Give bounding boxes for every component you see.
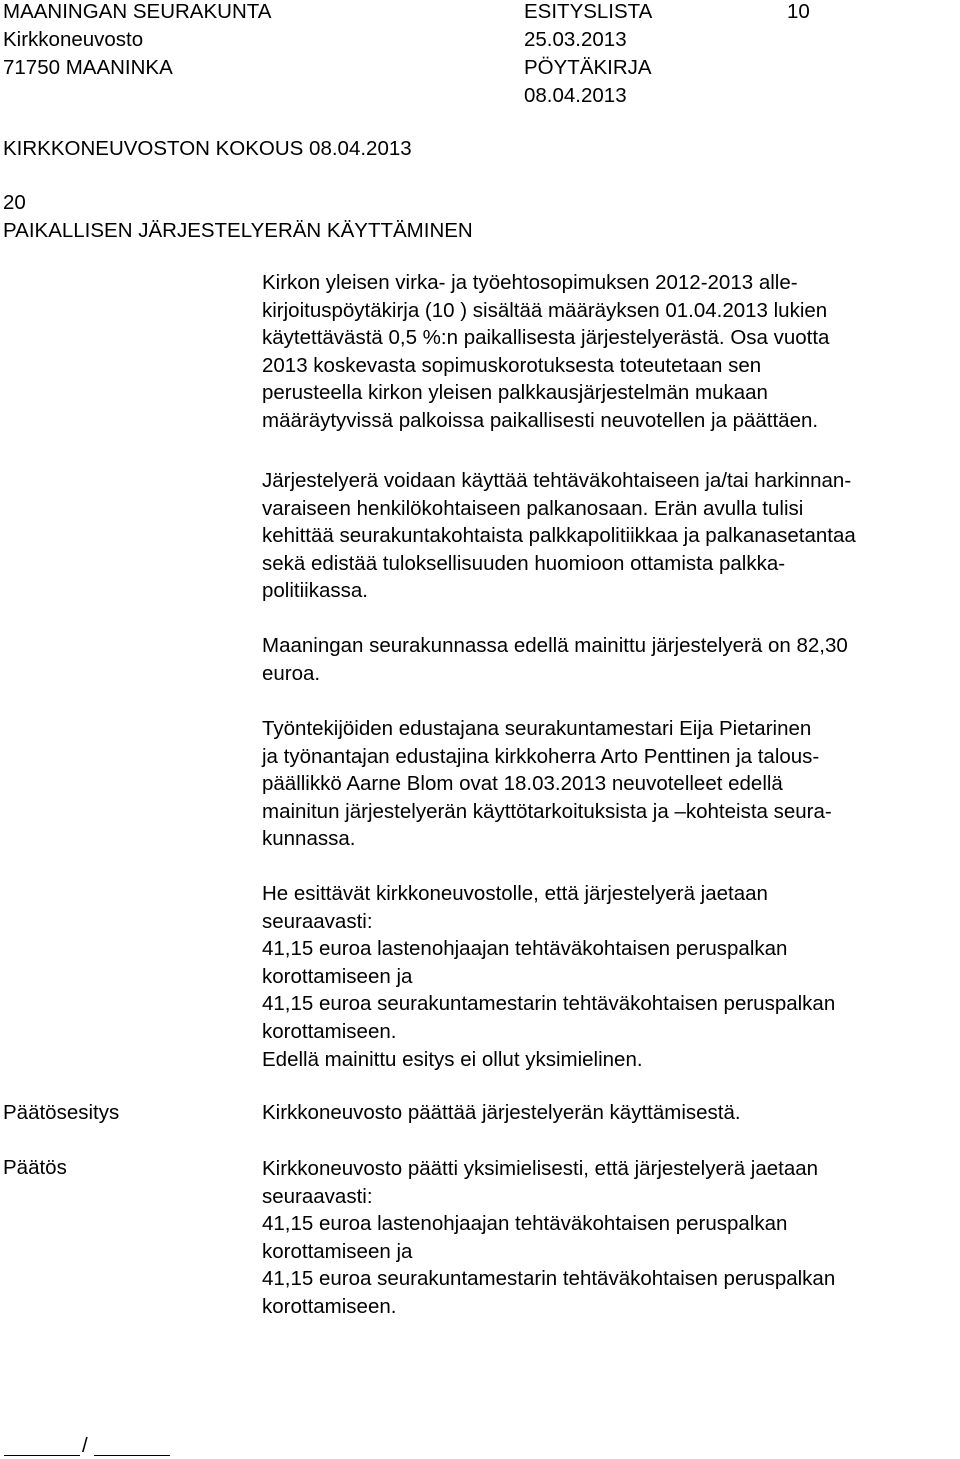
paragraph-3: [262, 632, 960, 687]
meeting-title: KIRKKONEUVOSTON KOKOUS 08.04.2013: [3, 137, 412, 160]
paragraph-line: kunnassa.: [262, 827, 356, 851]
paragraph-line: 41,15 euroa lastenohjaajan tehtäväkohtaisen peruspalkan: [262, 937, 788, 961]
header-body: Kirkkoneuvosto: [3, 28, 144, 51]
paragraph-line: kehittää seurakuntakohtaista palkkapolitiikkaa ja palkanasetantaa: [262, 524, 856, 548]
item-title: PAIKALLISEN JÄRJESTELYERÄN KÄYTTÄMINEN: [3, 219, 473, 242]
paragraph-line: Edellä mainittu esitys ei ollut yksimielinen.: [262, 1047, 643, 1071]
decision-line: seuraavasti:: [262, 1184, 373, 1208]
header-date-2: 08.04.2013: [524, 84, 627, 107]
decision-line: 41,15 euroa lastenohjaajan tehtäväkohtaisen peruspalkan: [262, 1212, 788, 1236]
paragraph-4: [262, 715, 960, 853]
paragraph-line: perusteella kirkon yleisen palkkausjärjestelmän mukaan: [262, 381, 768, 405]
header-date-1: 25.03.2013: [524, 28, 627, 51]
paragraph-line: mainitun järjestelyerän käyttötarkoituksista ja –kohteista seura-: [262, 799, 832, 823]
header-org: MAANINGAN SEURAKUNTA: [3, 0, 272, 23]
decision-line: 41,15 euroa seurakuntamestarin tehtäväkohtaisen peruspalkan: [262, 1267, 836, 1291]
signature-line-right: [94, 1455, 170, 1456]
paragraph-line: He esittävät kirkkoneuvostolle, että järjestelyerä jaetaan: [262, 882, 768, 905]
paragraph-line: 41,15 euroa seurakuntamestarin tehtäväkohtaisen peruspalkan: [262, 992, 836, 1016]
proposal-label: Päätösesitys: [3, 1101, 120, 1124]
decision-line: korottamiseen.: [262, 1294, 397, 1318]
header-doc-type: ESITYSLISTA: [524, 0, 653, 23]
page-number: 10: [787, 0, 810, 23]
decision-label: Päätös: [3, 1156, 67, 1179]
paragraph-2: [262, 467, 960, 605]
paragraph-line: kirjoituspöytäkirja (10 ) sisältää määräyksen 01.04.2013 lukien: [262, 298, 828, 322]
proposal-text: Kirkkoneuvosto päättää järjestelyerän käyttämisestä.: [262, 1101, 741, 1124]
header-doc-type-2: PÖYTÄKIRJA: [524, 56, 652, 79]
paragraph-line: euroa.: [262, 661, 321, 685]
paragraph-line: korottamiseen ja: [262, 964, 413, 988]
paragraph-line: Maaningan seurakunnassa edellä mainittu järjestelyerä on 82,30: [262, 634, 848, 657]
paragraph-line: ja työnantajan edustajina kirkkoherra Arto Penttinen ja talous-: [262, 744, 820, 768]
paragraph-line: seuraavasti:: [262, 909, 373, 933]
paragraph-line: Työntekijöiden edustajana seurakuntamestari Eija Pietarinen: [262, 717, 812, 740]
paragraph-5: [262, 880, 960, 1073]
paragraph-line: politiikassa.: [262, 579, 368, 603]
decision-line: korottamiseen ja: [262, 1239, 413, 1263]
signature-line-left: [4, 1455, 80, 1456]
paragraph-line: käytettävästä 0,5 %:n paikallisesta järjestelyerästä. Osa vuotta: [262, 326, 830, 350]
paragraph-line: päällikkö Aarne Blom ovat 18.03.2013 neuvotelleet edellä: [262, 772, 783, 796]
paragraph-line: 2013 koskevasta sopimuskorotuksesta toteutetaan sen: [262, 353, 762, 377]
paragraph-line: sekä edistää tuloksellisuuden huomioon ottamista palkka-: [262, 551, 786, 575]
header-address: 71750 MAANINKA: [3, 56, 173, 79]
signature-separator: /: [82, 1434, 88, 1457]
decision-line: Kirkkoneuvosto päätti yksimielisesti, että järjestelyerä jaetaan: [262, 1157, 819, 1180]
item-number: 20: [3, 191, 26, 214]
paragraph-line: Järjestelyerä voidaan käyttää tehtäväkohtaiseen ja/tai harkinnan-: [262, 469, 852, 492]
paragraph-line: varaiseen henkilökohtaiseen palkanosaan. Erän avulla tulisi: [262, 496, 804, 520]
paragraph-line: Kirkon yleisen virka- ja työehtosopimuksen 2012-2013 alle-: [262, 271, 798, 294]
paragraph-line: määräytyvissä palkoissa paikallisesti neuvotellen ja päättäen.: [262, 408, 819, 432]
paragraph-line: korottamiseen.: [262, 1019, 397, 1043]
paragraph-1: [262, 269, 960, 435]
decision-text: [262, 1155, 960, 1321]
